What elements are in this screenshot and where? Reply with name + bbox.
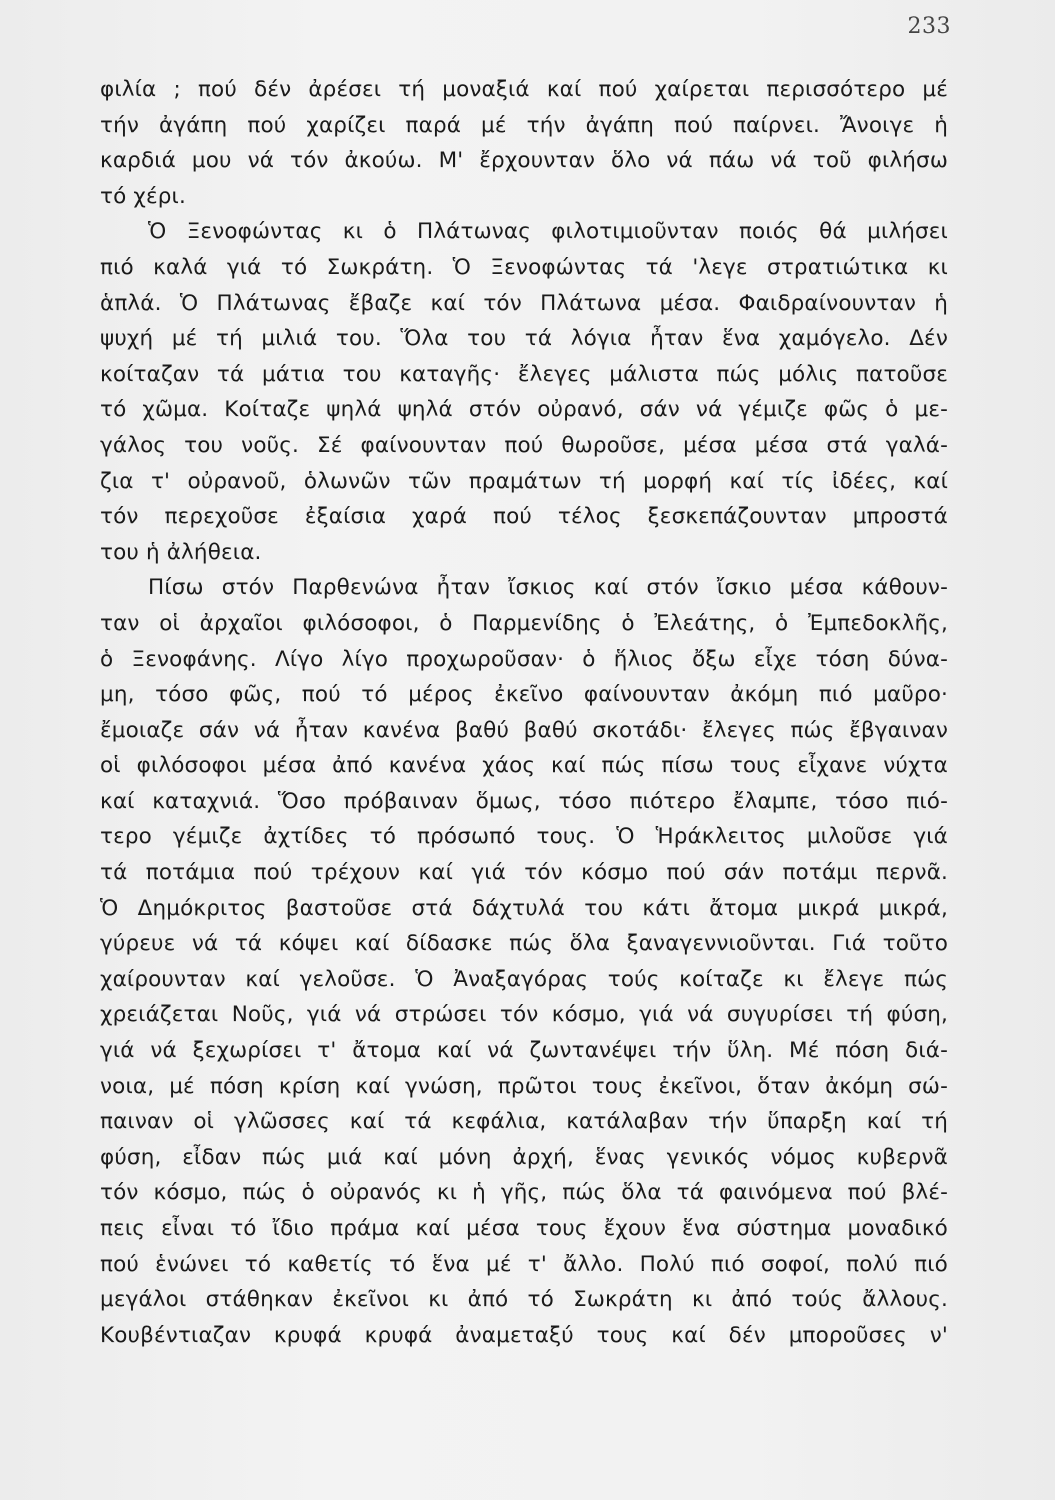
page-number: 233 [907, 14, 951, 39]
text-line: φιλία ; πού δέν ἀρέσει τή μοναξιά καί πού χαίρεται περισσότερο μέ [100, 77, 948, 102]
text-line: νοια, μέ πόση κρίση καί γνώση, πρῶτοι τους ἐκεῖνοι, ὅταν ἀκόμη σώ- [100, 1073, 948, 1099]
text-line: τό χέρι. [100, 183, 186, 209]
text-line: πεις εἶναι τό ἴδιο πράμα καί μέσα τους ἔχουν ἕνα σύστημα μοναδικό [100, 1216, 948, 1241]
text-line: φύση, εἶδαν πώς μιά καί μόνη ἀρχή, ἕνας γενικός νόμος κυβερνᾶ [100, 1144, 948, 1170]
text-line: τήν ἀγάπη πού χαρίζει παρά μέ τήν ἀγάπη πού παίρνει. Ἄνοιγε ἡ [100, 112, 948, 138]
text-line: τό χῶμα. Κοίταζε ψηλά ψηλά στόν οὐρανό, σάν νά γέμιζε φῶς ὁ με- [100, 397, 948, 423]
text-line: χρειάζεται Νοῦς, γιά νά στρώσει τόν κόσμο, γιά νά συγυρίσει τή φύση, [100, 1002, 948, 1028]
text-line: ζια τ' οὐρανοῦ, ὁλωνῶν τῶν πραμάτων τή μορφή καί τίς ἰδέες, καί [100, 468, 948, 494]
text-line: Ὁ Δημόκριτος βαστοῦσε στά δάχτυλά του κάτι ἄτομα μικρά μικρά, [100, 895, 948, 921]
text-line: πιό καλά γιά τό Σωκράτη. Ὁ Ξενοφώντας τά 'λεγε στρατιώτικα κι [100, 254, 948, 280]
text-line: γιά νά ξεχωρίσει τ' ἄτομα καί νά ζωντανέψει τήν ὕλη. Μέ πόση διά- [100, 1038, 948, 1064]
text-line: ψυχή μέ τή μιλιά του. Ὅλα του τά λόγια ἦταν ἕνα χαμόγελο. Δέν [100, 326, 948, 352]
text-line: τερο γέμιζε ἀχτίδες τό πρόσωπό τους. Ὁ Ἡράκλειτος μιλοῦσε γιά [100, 824, 948, 850]
body-text [100, 72, 948, 1353]
text-line: γάλος του νοῦς. Σέ φαίνουνταν πού θωροῦσε, μέσα μέσα στά γαλά- [100, 432, 948, 458]
text-line: ταν οἱ ἀρχαῖοι φιλόσοφοι, ὁ Παρμενίδης ὁ Ἐλεάτης, ὁ Ἐμπεδοκλῆς, [100, 610, 948, 636]
text-line: τόν περεχοῦσε ἐξαίσια χαρά πού τέλος ξεσκεπάζουνταν μπροστά [100, 504, 948, 530]
text-line: ἔμοιαζε σάν νά ἦταν κανένα βαθύ βαθύ σκοτάδι· ἔλεγες πώς ἔβγαιναν [100, 717, 948, 743]
text-line: Κουβέντιαζαν κρυφά κρυφά ἀναμεταξύ τους καί δέν μποροῦσες ν' [100, 1322, 948, 1348]
text-line: καί καταχνιά. Ὅσο πρόβαιναν ὅμως, τόσο πιότερο ἔλαμπε, τόσο πιό- [100, 788, 948, 814]
text-line: μη, τόσο φῶς, πού τό μέρος ἐκεῖνο φαίνουνταν ἀκόμη πιό μαῦρο· [100, 682, 948, 708]
text-line: πού ἑνώνει τό καθετίς τό ἕνα μέ τ' ἄλλο. Πολύ πιό σοφοί, πολύ πιό [100, 1251, 948, 1277]
text-line: ἁπλά. Ὁ Πλάτωνας ἔβαζε καί τόν Πλάτωνα μέσα. Φαιδραίνουνταν ἡ [100, 290, 948, 316]
text-line: μεγάλοι στάθηκαν ἐκεῖνοι κι ἀπό τό Σωκράτη κι ἀπό τούς ἄλλους. [100, 1287, 948, 1313]
text-line: ὁ Ξενοφάνης. Λίγο λίγο προχωροῦσαν· ὁ ἥλιος ὄξω εἶχε τόση δύνα- [100, 646, 948, 672]
text-line: τόν κόσμο, πώς ὁ οὐρανός κι ἡ γῆς, πώς ὅλα τά φαινόμενα πού βλέ- [100, 1180, 948, 1206]
text-line: γύρευε νά τά κόψει καί δίδασκε πώς ὅλα ξαναγεννιοῦνται. Γιά τοῦτο [100, 931, 948, 957]
text-line: τά ποτάμια πού τρέχουν καί γιά τόν κόσμο πού σάν ποτάμι περνᾶ. [100, 860, 948, 886]
text-line: χαίρουνταν καί γελοῦσε. Ὁ Ἀναξαγόρας τούς κοίταζε κι ἔλεγε πώς [100, 966, 948, 992]
text-line: οἱ φιλόσοφοι μέσα ἀπό κανένα χάος καί πώς πίσω τους εἶχανε νύχτα [100, 753, 948, 779]
text-line: παιναν οἱ γλῶσσες καί τά κεφάλια, κατάλαβαν τήν ὕπαρξη καί τή [100, 1109, 948, 1135]
text-line: του ἡ ἀλήθεια. [100, 539, 262, 565]
text-line: καρδιά μου νά τόν ἀκούω. Μ' ἔρχουνταν ὅλο νά πάω νά τοῦ φιλήσω [100, 148, 948, 174]
text-line: Πίσω στόν Παρθενώνα ἦταν ἴσκιος καί στόν ἴσκιο μέσα κάθουν- [148, 575, 948, 601]
text-line: κοίταζαν τά μάτια του καταγῆς· ἔλεγες μάλιστα πώς μόλις πατοῦσε [100, 361, 948, 387]
text-line: Ὁ Ξενοφώντας κι ὁ Πλάτωνας φιλοτιμιοῦνταν ποιός θά μιλήσει [148, 219, 948, 245]
